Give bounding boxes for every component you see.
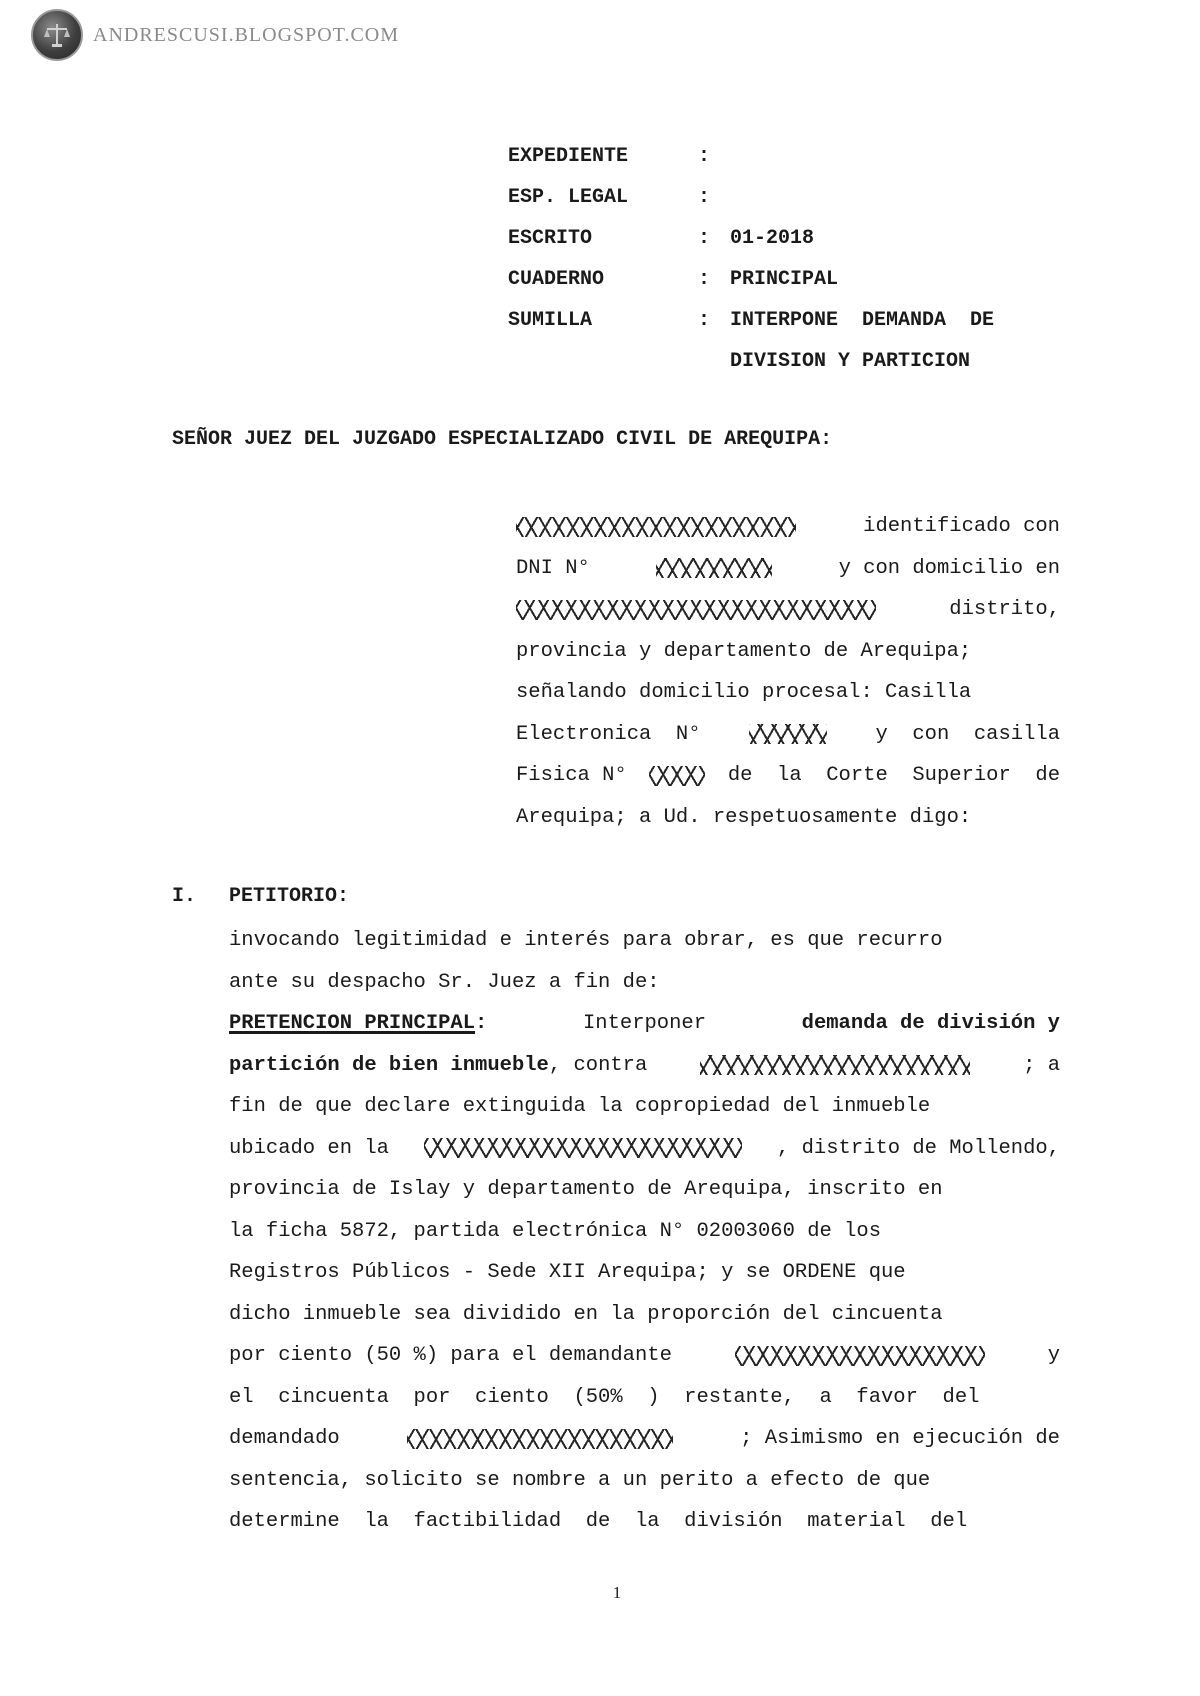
intro-paragraph [516, 506, 1060, 838]
body-line: PRETENCION PRINCIPAL: Interponer demanda de división y [229, 1012, 1060, 1035]
field-label: CUADERNO [508, 268, 605, 291]
intro-line: DNI N° y con domicilio en [516, 556, 1060, 580]
body-line: sentencia, solicito se nombre a un perito a efecto de que [229, 1468, 931, 1492]
body-line: por ciento (50 %) para el demandante y [229, 1344, 1060, 1367]
redacted-name [516, 517, 796, 537]
pretension-principal-heading: PRETENCION PRINCIPAL [229, 1012, 476, 1035]
body-line: la ficha 5872, partida electrónica N° 02003060 de los [229, 1219, 882, 1243]
watermark-site-text: ANDRESCUSI.BLOGSPOT.COM [93, 23, 400, 46]
redacted-plaintiff [735, 1346, 985, 1366]
page-number: 1 [612, 1583, 622, 1602]
field-label: ESCRITO [508, 227, 593, 250]
field-label: EXPEDIENTE [508, 145, 629, 168]
section-title: PETITORIO: [229, 885, 350, 908]
watermark [31, 9, 399, 61]
intro-line: distrito, [516, 589, 1060, 631]
redacted-defendant-name [407, 1429, 673, 1449]
redacted-casilla-electronica [749, 724, 827, 744]
body-line: demandado ; Asimismo en ejecución de [229, 1427, 1060, 1450]
body-line: fin de que declare extinguida la copropiedad del inmueble [229, 1095, 931, 1118]
addressee-heading: SEÑOR JUEZ DEL JUZGADO ESPECIALIZADO CIVIL DE AREQUIPA: [172, 428, 833, 451]
body-line: partición de bien inmueble, contra ; a [229, 1053, 1060, 1077]
redacted-defendant [700, 1055, 970, 1075]
section-number: I. [172, 885, 197, 908]
intro-line: identificado con [516, 506, 1060, 548]
intro-line: Fisica N° de la Corte Superior de [516, 764, 1060, 787]
redacted-address [516, 600, 876, 620]
body-line: Registros Públicos - Sede XII Arequipa; y se ORDENE que [229, 1261, 906, 1284]
field-value-cont: DIVISION Y PARTICION [730, 350, 971, 373]
field-label: SUMILLA [508, 309, 593, 332]
body-line: provincia de Islay y departamento de Arequipa, inscrito en [229, 1178, 943, 1201]
body-line: invocando legitimidad e interés para obrar, es que recurro [229, 929, 943, 952]
body-line: dicho inmueble sea dividido en la proporción del cincuenta [229, 1302, 943, 1326]
body-line: determine la factibilidad de la división material del [229, 1510, 968, 1533]
redacted-dni [656, 558, 772, 578]
petitorio-body [229, 920, 1060, 1543]
redacted-property-address [424, 1138, 742, 1158]
scales-of-justice-icon [31, 9, 83, 61]
intro-line: Arequipa; a Ud. respetuosamente digo: [516, 805, 972, 829]
field-value: 01-2018 [730, 227, 815, 250]
intro-line: señalando domicilio procesal: Casilla [516, 681, 972, 704]
field-label: ESP. LEGAL [508, 186, 629, 209]
body-line: el cincuenta por ciento (50% ) restante, a favor del [229, 1385, 980, 1409]
intro-line: provincia y departamento de Arequipa; [516, 639, 972, 663]
document-page: ANDRESCUSI.BLOGSPOT.COM EXPEDIENTE : ESP. LEGAL : ESCRITO : 01-2018 CUADERNO : PRINCIPAL SUMILLA : INTERPONE DEMANDA DE DIVISION Y PARTICION SEÑOR JUEZ DEL JUZGADO ESPECIALIZADO CIVIL DE AREQUIPA: identificado con DNI N° y con domicilio en distrito, provincia y departamento de Arequipa; señalando domicilio procesal: Casilla Electronica N° y con casilla Fisica N° de la Corte Superior de Arequipa; a Ud. respetuosamente digo: I. PETITORIO: invocando legitimidad e interés para obrar, es que recurro ante su despacho Sr. Juez a fin de: PRETENCION PRINCIPAL: Interponer demanda de división y partición de bien inmueble, contra ; a fin de que declare extinguida la copropiedad del inmueble ubicado en la , distrito de Mollendo, provincia de Islay y departamento de Arequipa, inscrito en la ficha 5872, partida electrónica N° 02003060 de los Registros Públicos - Sede XII Arequipa; y se ORDENE que dicho inmueble sea dividido en la proporción del cincuenta por ciento (50 %) para el demandante y el cincuenta por ciento (50% ) restante, a favor del demandado ; Asimismo en ejecución de sentencia, solicito se nombre a un perito a efecto de que determine la factibilidad de la división material del 1 [0, 0, 1200, 1696]
body-line: ubicado en la , distrito de Mollendo, [229, 1136, 1060, 1160]
body-line: ante su despacho Sr. Juez a fin de: [229, 970, 660, 994]
intro-line: Electronica N° y con casilla [516, 722, 1060, 746]
field-value: PRINCIPAL [730, 268, 839, 291]
redacted-casilla-fisica [649, 766, 705, 786]
field-value: INTERPONE DEMANDA DE [730, 309, 995, 332]
